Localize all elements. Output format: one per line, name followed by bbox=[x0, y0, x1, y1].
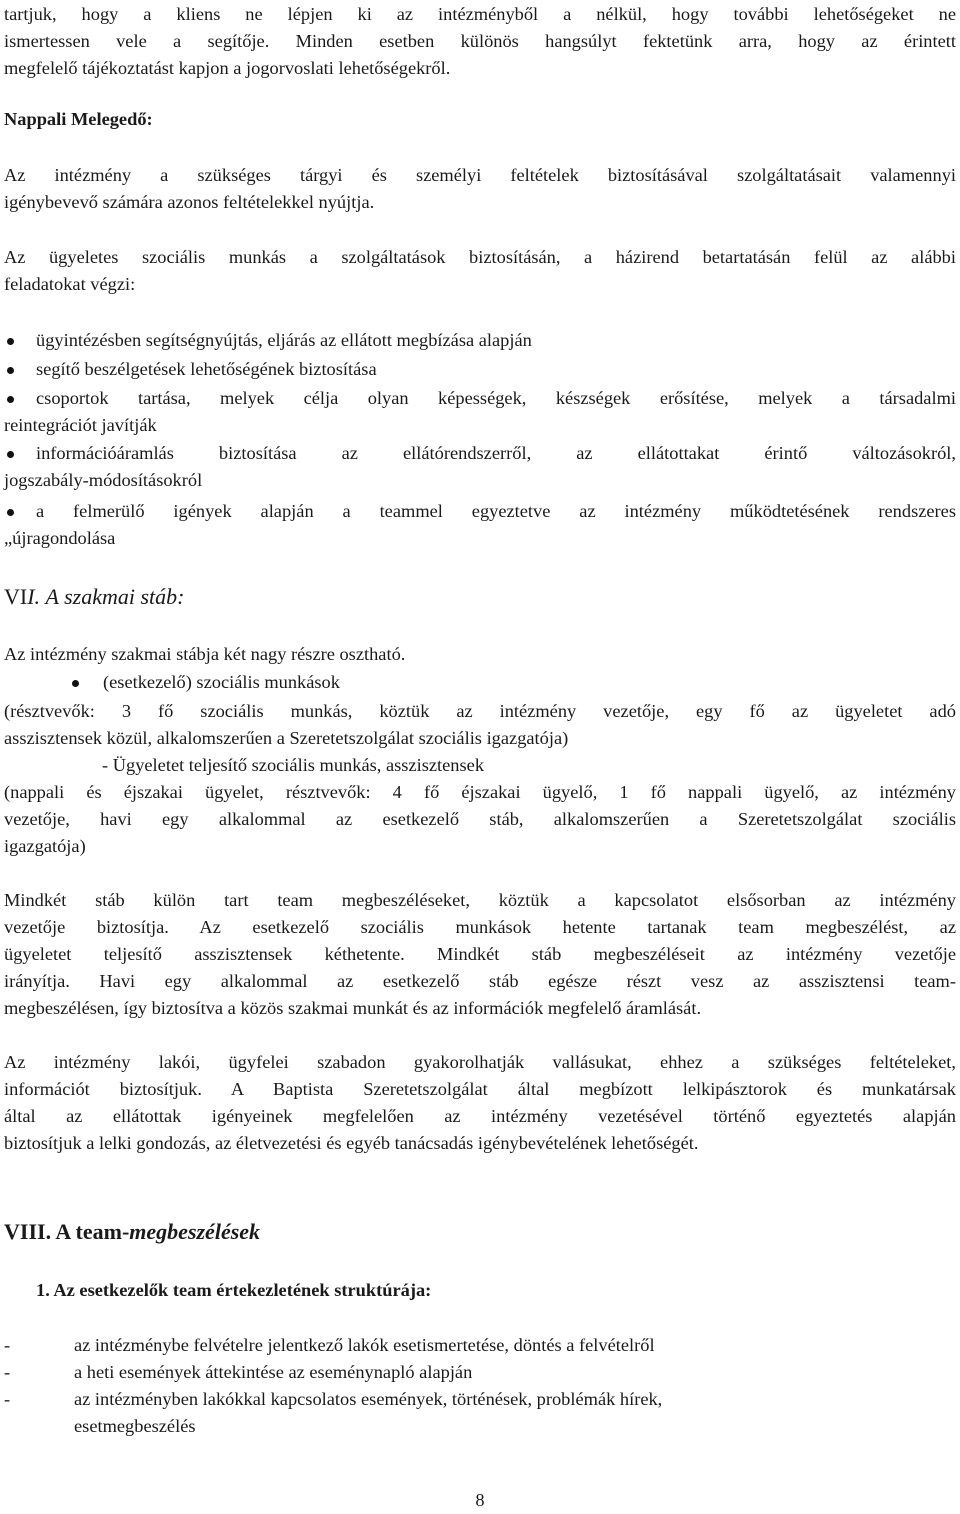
bullet-icon bbox=[7, 367, 14, 374]
list-item: segítő beszélgetések lehetőségének biztosítása bbox=[36, 359, 377, 379]
bullet-icon bbox=[7, 451, 14, 458]
list-item-continuation: „újragondolása bbox=[4, 528, 116, 548]
staff-p1-line-1: (résztvevők: 3 fő szociális munkás, köztük az intézmény vezetője, egy fő az ügyeletet adó bbox=[4, 701, 956, 721]
section-title-b: megbeszélések bbox=[129, 1219, 261, 1244]
page-number: 8 bbox=[475, 1490, 485, 1510]
staff-p2-line-1: (nappali és éjszakai ügyelet, résztvevők: 4 fő éjszakai ügyelő, 1 fő nappali ügyelő, az intézmény bbox=[4, 782, 956, 802]
staff-p4-line-4: biztosítjuk a lelki gondozás, az életvezetési és egyéb tanácsadás igénybevételének lehetőségét. bbox=[4, 1133, 699, 1153]
bullet-icon bbox=[7, 338, 14, 345]
melegedo-heading: Nappali Melegedő: bbox=[4, 109, 153, 129]
staff-intro: Az intézmény szakmai stábja két nagy részre osztható. bbox=[4, 644, 406, 664]
list-item: az intézménybe felvételre jelentkező lakók esetismertetése, döntés a felvételről bbox=[74, 1335, 655, 1355]
dash-marker: - bbox=[4, 1362, 11, 1382]
intro-line-2: ismertessen vele a segítője. Minden esetben különös hangsúlyt fektetünk arra, hogy az érintett bbox=[4, 31, 956, 51]
staff-p4-line-1: Az intézmény lakói, ügyfelei szabadon gyakorolhatják vallásukat, ehhez a szükséges feltételeket, bbox=[4, 1052, 956, 1072]
melegedo-p1-line-2: igénybevevő számára azonos feltételekkel nyújtja. bbox=[4, 192, 375, 212]
staff-bullet: (esetkezelő) szociális munkások bbox=[103, 672, 340, 692]
melegedo-p1-line-1: Az intézmény a szükséges tárgyi és személyi feltételek biztosításával szolgáltatásait valamennyi bbox=[4, 165, 956, 185]
list-item-continuation: jogszabály-módosításokról bbox=[4, 470, 203, 490]
staff-p3-line-2: vezetője biztosítja. Az esetkezelő szociális munkások hetente tartanak team megbeszélést, az bbox=[4, 917, 956, 937]
subsection-heading bbox=[36, 1277, 956, 1304]
melegedo-p2-line-2: feladatokat végzi: bbox=[4, 274, 136, 294]
staff-p2-line-3: igazgatója) bbox=[4, 836, 86, 856]
section-number-italic: I. bbox=[27, 584, 41, 609]
section-heading-vii bbox=[4, 583, 956, 610]
dash-marker: - bbox=[4, 1335, 11, 1355]
staff-p4-line-3: által az ellátottak igényeinek megfelelően az intézmény vezetésével történő egyeztetés alapján bbox=[4, 1106, 956, 1126]
intro-line-3: megfelelő tájékoztatást kapjon a jogorvoslati lehetőségekről. bbox=[4, 58, 451, 78]
list-item-continuation: reintegrációt javítják bbox=[4, 415, 157, 435]
section-number: VIII. bbox=[4, 1219, 52, 1244]
staff-p3-line-4: irányítja. Havi egy alkalommal az esetkezelő stáb egésze részt vesz az asszisztensi team- bbox=[4, 971, 956, 991]
bullet-icon bbox=[7, 509, 14, 516]
staff-p3-line-5: megbeszélésen, így biztosítva a közös szakmai munkát és az információk megfelelő áramlását. bbox=[4, 998, 702, 1018]
staff-p3-line-1: Mindkét stáb külön tart team megbeszéléseket, köztük a kapcsolatot elsősorban az intézmény bbox=[4, 890, 956, 910]
bullet-icon bbox=[7, 396, 14, 403]
section-heading-viii bbox=[4, 1218, 956, 1245]
section-number-roman: VI bbox=[4, 584, 28, 609]
staff-p3-line-3: ügyeletet teljesítő asszisztensek kéthetente. Mindkét stáb megbeszéléseit az intézmény vezetője bbox=[4, 944, 956, 964]
subsection-number: 1. bbox=[36, 1280, 50, 1300]
list-item: az intézményben lakókkal kapcsolatos események, történések, problémák hírek, bbox=[74, 1389, 663, 1409]
staff-subheading: - Ügyeletet teljesítő szociális munkás, asszisztensek bbox=[102, 755, 485, 775]
list-item: csoportok tartása, melyek célja olyan képességek, készségek erősítése, melyek a társadalmi bbox=[36, 388, 956, 408]
staff-p4-line-2: információt biztosítjuk. A Baptista Szeretetszolgálat által megbízott lelkipásztorok és munkatársak bbox=[4, 1079, 956, 1099]
list-item-continuation: esetmegbeszélés bbox=[74, 1416, 196, 1436]
subsection-title: Az esetkezelők team értekezletének struktúrája: bbox=[53, 1280, 432, 1300]
staff-p1-line-2: asszisztensek közül, alkalomszerűen a Szeretetszolgálat szociális igazgatója) bbox=[4, 728, 569, 748]
staff-p2-line-2: vezetője, havi egy alkalommal az esetkezelő stáb, alkalomszerűen a Szeretetszolgálat szociális bbox=[4, 809, 956, 829]
section-title: A szakmai stáb: bbox=[45, 584, 185, 609]
section-title-a: A team- bbox=[55, 1219, 130, 1244]
list-item: a heti események áttekintése az eseménynapló alapján bbox=[74, 1362, 473, 1382]
melegedo-p2-line-1: Az ügyeletes szociális munkás a szolgáltatások biztosításán, a házirend betartatásán felül az alábbi bbox=[4, 247, 956, 267]
bullet-icon bbox=[72, 680, 79, 687]
list-item: információáramlás biztosítása az ellátórendszerről, az ellátottakat érintő változásokról, bbox=[36, 443, 956, 463]
dash-marker: - bbox=[4, 1389, 11, 1409]
list-item: a felmerülő igények alapján a teammel egyeztetve az intézmény működtetésének rendszeres bbox=[36, 501, 956, 521]
intro-line-1: tartjuk, hogy a kliens ne lépjen ki az intézményből a nélkül, hogy további lehetőségeket ne bbox=[4, 4, 956, 24]
list-item: ügyintézésben segítségnyújtás, eljárás az ellátott megbízása alapján bbox=[36, 330, 532, 350]
